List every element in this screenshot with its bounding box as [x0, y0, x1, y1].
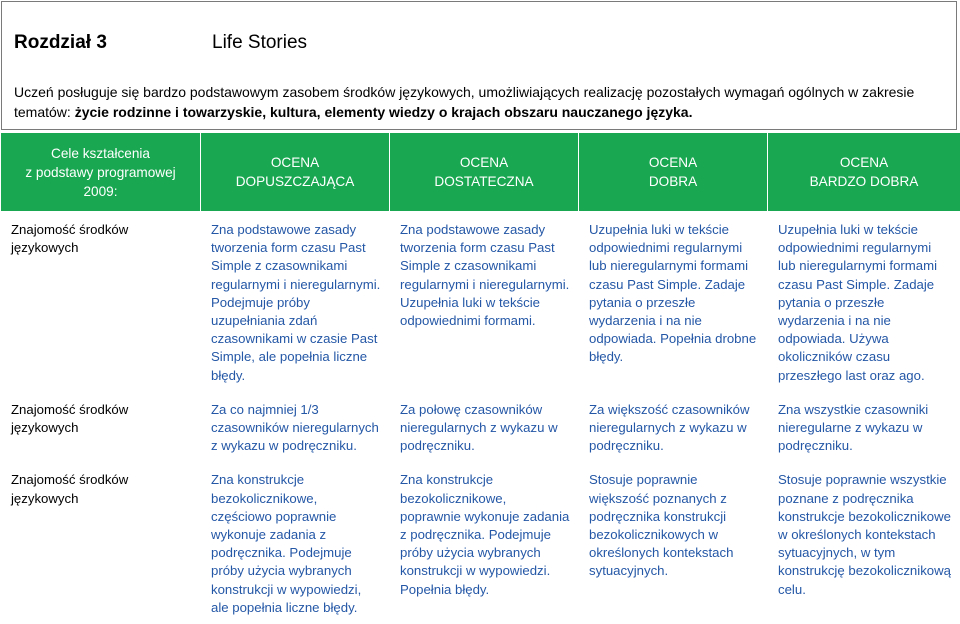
- chapter-title: Life Stories: [212, 32, 307, 54]
- requirement-cell: Stosuje poprawnie większość poznanych z podręcznika konstrukcji bezokolicznikowych w określonych kontekstach sytuacyjnych.: [579, 462, 768, 624]
- table-row: [1, 462, 960, 624]
- requirement-cell: Za połowę czasowników nieregularnych z wykazu w podręczniku.: [390, 391, 579, 462]
- requirement-cell: Zna wszystkie czasowniki nieregularne z wykazu w podręczniku.: [768, 391, 960, 462]
- goal-cell: Znajomość środków językowych: [1, 391, 201, 462]
- requirement-cell: Zna podstawowe zasady tworzenia form czasu Past Simple z czasownikami regularnymi i nieregularnymi. Podejmuje próby uzupełniania zdań czasownikami w czasie Past Simple, ale popełnia liczne błędy.: [201, 212, 390, 392]
- chapter-number: Rozdział 3: [14, 32, 107, 54]
- grade-header-label: OCENA: [774, 153, 954, 172]
- intro-topics: życie rodzinne i towarzyskie, kultura, elementy wiedzy o krajach obszaru nauczanego języka.: [75, 104, 693, 120]
- requirement-cell: Zna konstrukcje bezokolicznikowe, poprawnie wykonuje zadania z podręcznika. Podejmuje próby użycia wybranych konstrukcji w wypowiedzi. Popełnia błędy.: [390, 462, 579, 624]
- grade-header-name: BARDZO DOBRA: [774, 172, 954, 191]
- chapter-header-box: [1, 1, 957, 130]
- requirement-cell: Zna konstrukcje bezokolicznikowe, częściowo poprawnie wykonuje zadania z podręcznika. Podejmuje próby użycia wybranych konstrukcji w wypowiedzi, ale popełnia liczne błędy.: [201, 462, 390, 624]
- requirement-cell: Zna podstawowe zasady tworzenia form czasu Past Simple z czasownikami regularnymi i nieregularnymi. Uzupełnia luki w tekście odpowiednimi formami.: [390, 212, 579, 392]
- requirements-table: [0, 132, 960, 624]
- grade-header-label: OCENA: [396, 153, 572, 172]
- goals-header-line1: Cele kształcenia: [7, 144, 194, 163]
- grade-header-name: DOBRA: [585, 172, 761, 191]
- goals-header-line3: 2009:: [7, 182, 194, 201]
- goals-header: [1, 133, 201, 212]
- requirement-cell: Za większość czasowników nieregularnych z wykazu w podręczniku.: [579, 391, 768, 462]
- intro-text: Uczeń posługuje się bardzo podstawowym zasobem środków językowych, umożliwiających realizację pozostałych wymagań ogólnych w zakresie tematów:: [14, 84, 914, 120]
- table-header-row: [1, 133, 960, 212]
- requirement-cell: Uzupełnia luki w tekście odpowiednimi regularnymi lub nieregularnymi formami czasu Past Simple. Zadaje pytania o przeszłe wydarzenia i na nie odpowiada. Używa okoliczników czasu przeszłego last oraz ago.: [768, 212, 960, 392]
- grade-header-dopuszczajaca: [201, 133, 390, 212]
- table-row: [1, 391, 960, 462]
- goal-cell: Znajomość środków językowych: [1, 212, 201, 392]
- grade-header-name: DOPUSZCZAJĄCA: [207, 172, 383, 191]
- grade-header-dostateczna: [390, 133, 579, 212]
- grade-header-label: OCENA: [585, 153, 761, 172]
- requirement-cell: Uzupełnia luki w tekście odpowiednimi regularnymi lub nieregularnymi formami czasu Past Simple. Zadaje pytania o przeszłe wydarzenia i na nie odpowiada. Popełnia drobne błędy.: [579, 212, 768, 392]
- intro-paragraph: [14, 82, 949, 122]
- grade-header-bardzo-dobra: [768, 133, 960, 212]
- table-row: [1, 212, 960, 392]
- requirement-cell: Stosuje poprawnie wszystkie poznane z podręcznika konstrukcje bezokolicznikowe w określonych kontekstach sytuacyjnych, w tym konstrukcję bezokolicznikową celu.: [768, 462, 960, 624]
- goal-cell: Znajomość środków językowych: [1, 462, 201, 624]
- requirement-cell: Za co najmniej 1/3 czasowników nieregularnych z wykazu w podręczniku.: [201, 391, 390, 462]
- grade-header-dobra: [579, 133, 768, 212]
- grade-header-name: DOSTATECZNA: [396, 172, 572, 191]
- grade-header-label: OCENA: [207, 153, 383, 172]
- goals-header-line2: z podstawy programowej: [7, 163, 194, 182]
